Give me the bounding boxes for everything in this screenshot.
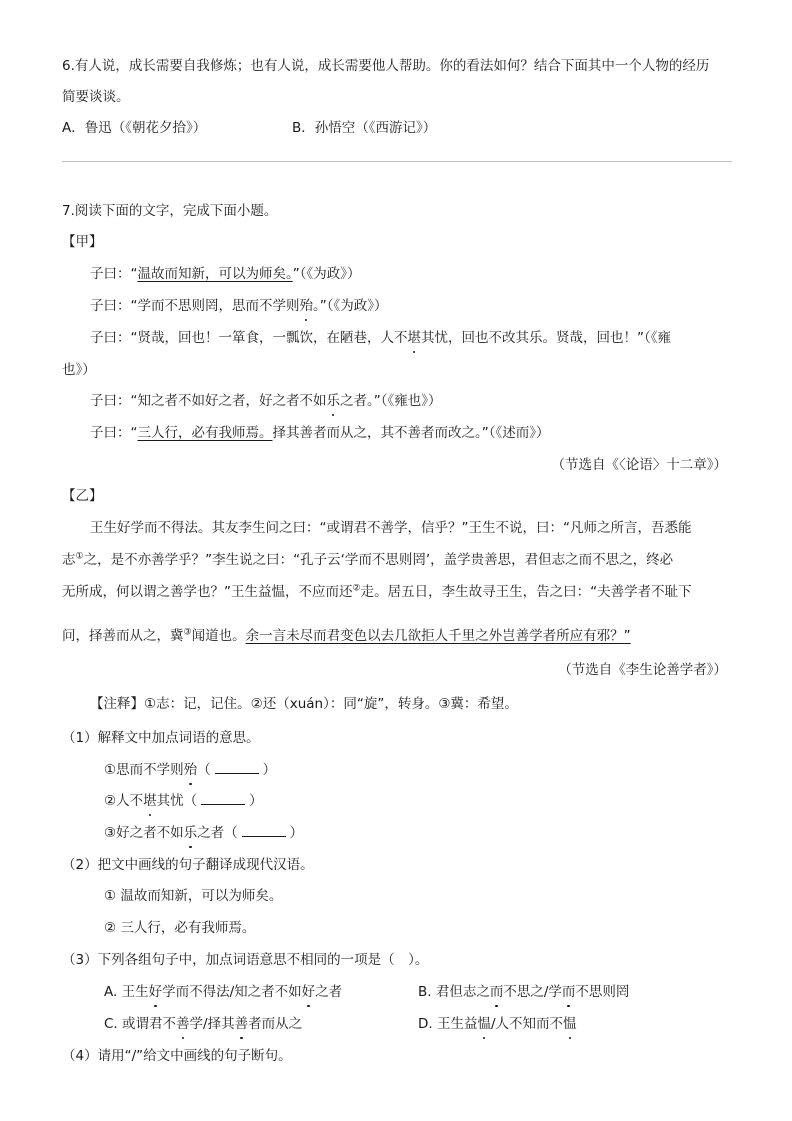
jia-line-5: 子曰：“三人行，必有我师焉。择其善者而从之，其不善者而改之。”（《述而》） (90, 425, 550, 441)
dotted-word: 好 (301, 984, 316, 1000)
sub3-option-a: A. 王生好学而不得法/知之者不如好之者 (104, 984, 343, 1000)
dotted-word: 愠 (563, 1016, 577, 1032)
sub2-item-2: ② 三人行，必有我师焉。 (104, 920, 256, 936)
jia-label: 【甲】 (62, 234, 103, 250)
q6-prompt-line1: 6.有人说，成长需要自我修炼；也有人说，成长需要他人帮助。你的看法如何？结合下面其中一个人物的经历 (62, 58, 710, 74)
sub-question-2: （2）把文中画线的句子翻译成现代汉语。 (62, 857, 314, 873)
dotted-word: 而 (489, 984, 504, 1000)
jia-source: （节选自《〈论语〉十二章》） (551, 457, 727, 473)
dotted-word: 乐 (183, 825, 198, 841)
answer-blank-2[interactable] (201, 792, 245, 805)
q6-option-a: A．鲁迅（《朝花夕拾》） (62, 120, 207, 136)
yi-para-line1: 王生好学而不得法。其友李生问之曰：“或谓君不善学，信乎？”王生不说，曰：“凡师之所言，吾悉能 (90, 520, 692, 536)
annotation-notes: 【注释】①志：记，记住。②还（xuán）：同“旋”，转身。③冀：希望。 (90, 696, 518, 712)
dotted-word: 殆 (183, 762, 198, 778)
q6-option-b: B．孙悟空（《西游记》） (292, 120, 437, 136)
note-marker-3: ③ (183, 627, 192, 638)
jia-line-4: 子曰：“知之者不如好之者，好之者不如乐之者。”（《雍也》） (90, 393, 442, 409)
answer-blank-1[interactable] (215, 761, 259, 774)
dotted-word: 善 (234, 1016, 249, 1032)
yi-label: 【乙】 (62, 488, 103, 504)
note-marker-2: ② (352, 583, 361, 594)
sub-question-3: （3）下列各组句子中，加点词语意思不相同的一项是（ ）。 (62, 952, 429, 968)
jia-line-3: 子曰：“贤哉，回也！一箪食，一瓢饮，在陋巷，人不堪其忧，回也不改其乐。贤哉，回也！”（《雍 (90, 330, 671, 346)
section-divider (62, 161, 732, 162)
dotted-word: 堪 (143, 793, 157, 809)
sub-question-4: （4）请用“/”给文中画线的句子断句。 (62, 1048, 292, 1064)
dotted-word: 好 (148, 984, 163, 1000)
note-marker-1: ① (75, 551, 84, 562)
dotted-word: 乐 (326, 393, 340, 409)
jia-line-1: 子曰：“温故而知新，可以为师矣。”（《为政》） (90, 266, 361, 282)
yi-para-line2: 志①之，是不亦善学乎？”李生说之曰：“孔子云‘学而不思则罔’，盖学贵善思，君但志之而不思之，终必 (62, 551, 674, 568)
underlined-sentence-2: 三人行，必有我师焉。 (137, 425, 273, 441)
yi-para-line4: 问，择善而从之，冀③闻道也。余一言未尽而君变色以去几欲拒人千里之外岂善学者所应有邪？” (62, 627, 631, 644)
dotted-word: 殆 (299, 298, 313, 314)
underlined-sentence-1: 温故而知新，可以为师矣。 (137, 266, 293, 282)
dotted-word: 而 (561, 984, 576, 1000)
sub1-item-1: ①思而不学则殆（ ） (104, 762, 277, 778)
answer-blank-3[interactable] (242, 824, 286, 837)
sub3-option-b: B. 君但志之而不思之/学而不思则罔 (418, 984, 630, 1000)
sub3-option-d: D. 王生益愠/人不知而不愠 (418, 1016, 577, 1032)
sub3-option-c: C. 或谓君不善学/择其善者而从之 (104, 1016, 303, 1032)
sub2-item-1: ① 温故而知新，可以为师矣。 (104, 888, 283, 904)
underlined-sentence-3: 余一言未尽而君变色以去几欲拒人千里之外岂善学者所应有邪？” (245, 628, 631, 644)
sub1-item-2: ②人不堪其忧（ ） (104, 793, 263, 809)
dotted-word: 善 (176, 1016, 190, 1032)
q7-intro: 7.阅读下面的文字，完成下面小题。 (62, 203, 278, 219)
dotted-word: 愠 (477, 1016, 491, 1032)
yi-para-line3: 无所成，何以谓之善学也？”王生益愠，不应而还②走。居五日，李生故寻王生，告之曰：“夫善学者不耻下 (62, 583, 692, 600)
yi-source: （节选自《李生论善学者》） (558, 662, 727, 678)
jia-line-2: 子曰：“学而不思则罔，思而不学则殆。”（《为政》） (90, 298, 388, 314)
dotted-word: 堪 (407, 330, 421, 346)
jia-line-3-cont: 也》） (62, 362, 96, 378)
sub1-item-3: ③好之者不如乐之者（ ） (104, 825, 304, 841)
sub-question-1: （1）解释文中加点词语的意思。 (62, 730, 260, 746)
q6-prompt-line2: 简要谈谈。 (62, 89, 130, 105)
